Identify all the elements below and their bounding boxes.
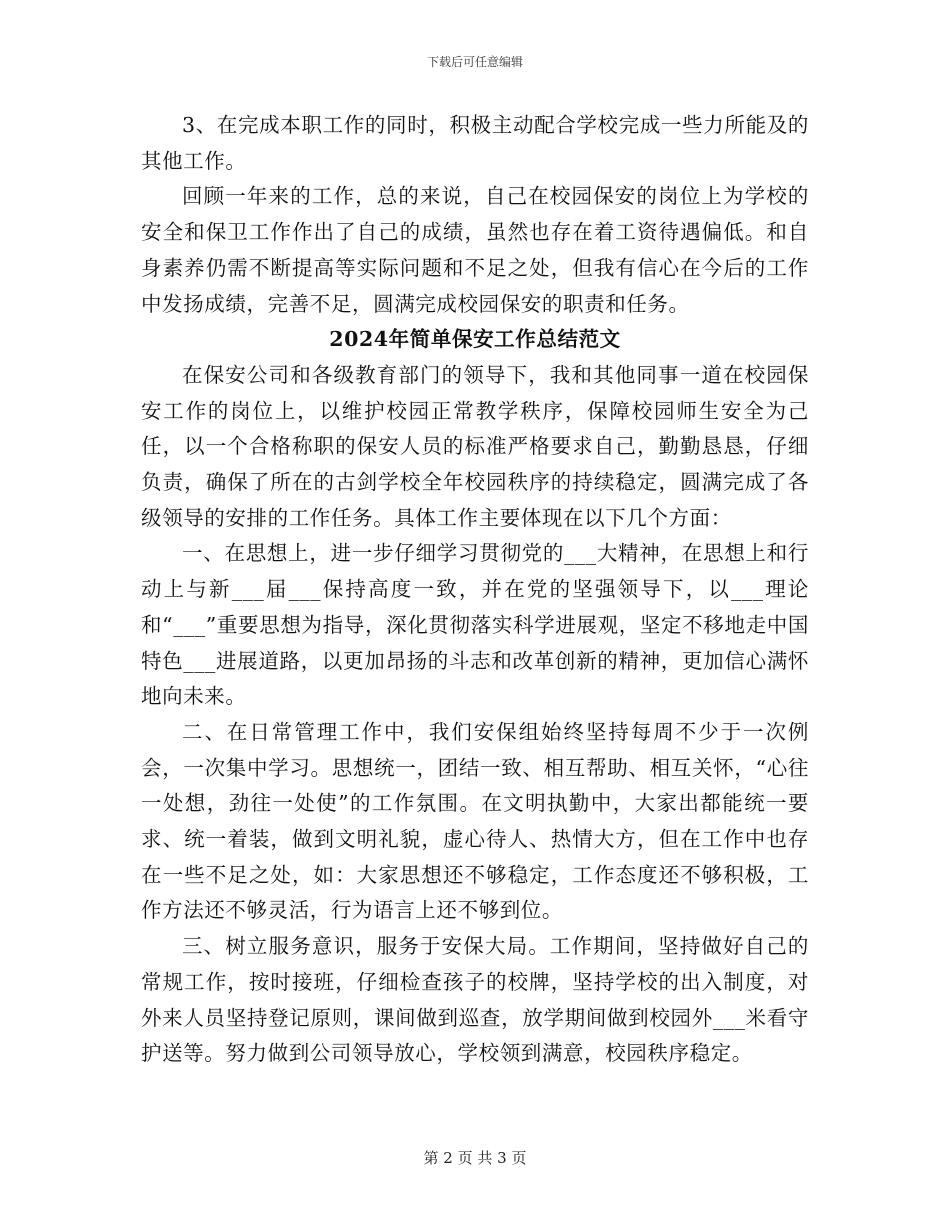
document-body [141, 108, 809, 1072]
section-heading: 2024年简单保安工作总结范文 [329, 327, 621, 352]
page-header: 下载后可任意编辑 [426, 55, 523, 69]
paragraph: 回顾一年来的工作，总的来说，自己在校园保安的岗位上为学校的安全和保卫工作作出了自己的成绩，虽然也存在着工资待遇偏低。和自身素养仍需不断提高等实际问题和不足之处，但我有信心在今后的工作中发扬成绩，完善不足，圆满完成校园保安的职责和任务。 [141, 184, 809, 316]
paragraph: 二、在日常管理工作中，我们安保组始终坚持每周不少于一次例会，一次集中学习。思想统一，团结一致、相互帮助、相互关怀，“心往一处想，劲往一处使”的工作氛围。在文明执勤中，大家出都能统一要求、统一着装，做到文明礼貌，虚心待人、热情大方，但在工作中也存在一些不足之处，如：大家思想还不够稳定，工作态度还不够积极，工作方法还不够灵活，行为语言上还不够到位。 [141, 719, 809, 923]
paragraph: 一、在思想上，进一步仔细学习贯彻党的___大精神，在思想上和行动上与新___届___保持高度一致，并在党的坚强领导下，以___理论和“___”重要思想为指导，深化贯彻落实科学进展观，坚定不移地走中国特色___进展道路，以更加昂扬的斗志和改革创新的精神，更加信心满怀地向未来。 [141, 541, 809, 709]
paragraph: 3、在完成本职工作的同时，积极主动配合学校完成一些力所能及的其他工作。 [141, 113, 809, 173]
paragraph: 三、树立服务意识，服务于安保大局。工作期间，坚持做好自己的常规工作，按时接班，仔细检查孩子的校牌，坚持学校的出入制度，对外来人员坚持登记原则，课间做到巡查，放学期间做到校园外___米看守护送等。努力做到公司领导放心，学校领到满意，校园秩序稳定。 [141, 934, 809, 1066]
page-footer: 第 2 页 共 3 页 [423, 1149, 527, 1167]
paragraph: 在保安公司和各级教育部门的领导下，我和其他同事一道在校园保安工作的岗位上，以维护校园正常教学秩序，保障校园师生安全为己任，以一个合格称职的保安人员的标准严格要求自己，勤勤恳恳，仔细负责，确保了所在的古剑学校全年校园秩序的持续稳定，圆满完成了各级领导的安排的工作任务。具体工作主要体现在以下几个方面： [141, 362, 809, 530]
